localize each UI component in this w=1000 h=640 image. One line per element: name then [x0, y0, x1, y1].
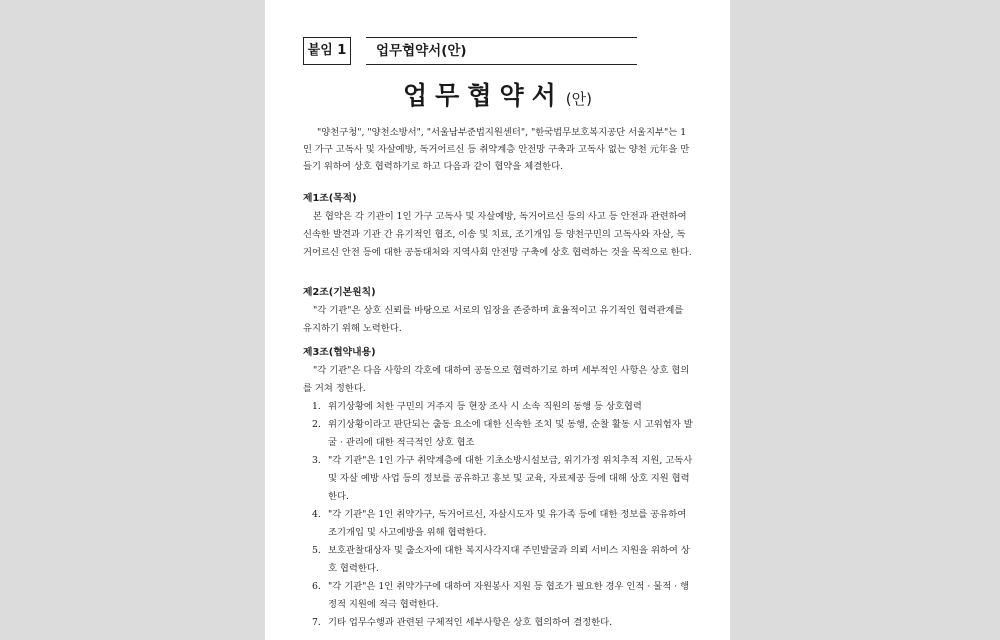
list-item	[303, 452, 693, 506]
item-number: 3.	[312, 455, 321, 466]
list-item	[303, 578, 693, 614]
item-text: 위기상황에 처한 구민의 거주지 등 현장 조사 시 소속 직원의 동행 등 상호협력	[328, 401, 642, 412]
doc-label-bar	[366, 37, 637, 65]
article-title: 제3조(협약내용)	[303, 347, 376, 358]
item-text: 보호관찰대상자 및 출소자에 대한 복지사각지대 주민발굴과 의뢰 서비스 지원을 위하여 상호 협력한다.	[328, 545, 690, 574]
article-title: 제2조(기본원칙)	[303, 287, 376, 298]
intro-paragraph: "양천구청", "양천소방서", "서울남부준법지원센터", "한국법무보호복지공단 서울지부"는 1인 가구 고독사 및 자살예방, 독거어르신 등 취약계층 안전망 구축과 고독사 없는 양천 元年을 만들기 위하여 상호 협력하기로 하고 다음과 같이 협약을 체결한다.	[303, 127, 690, 172]
item-text: 위기상황이라고 판단되는 출동 요소에 대한 신속한 조치 및 동행, 순찰 활동 시 고위험자 발굴 · 관리에 대한 적극적인 상호 협조	[328, 419, 693, 448]
attachment-badge: 붙임 1	[303, 37, 351, 65]
item-text: "각 기관"은 1인 가구 취약계층에 대한 기초소방시설보급, 위기가정 위치추적 지원, 고독사 및 자살 예방 사업 등의 정보를 공유하고 홍보 및 교육, 자료제공 등에 대해 상호 지원 협력한다.	[328, 455, 693, 502]
article-1	[303, 190, 693, 262]
list-item	[303, 506, 693, 542]
item-number: 1.	[312, 401, 321, 412]
list-item	[303, 614, 693, 632]
document-page	[265, 0, 730, 640]
list-item	[303, 416, 693, 452]
agreement-list	[303, 398, 693, 632]
item-number: 6.	[312, 581, 321, 592]
list-item	[303, 542, 693, 578]
item-text: "각 기관"은 1인 취약가구, 독거어르신, 자살시도자 및 유가족 등에 대한 정보를 공유하여 조기개입 및 사고예방을 위해 협력한다.	[328, 509, 687, 538]
article-body: "각 기관"은 다음 사항의 각호에 대하여 공동으로 협력하기로 하며 세부적인 사항은 상호 협의를 거쳐 정한다.	[303, 365, 690, 394]
item-number: 4.	[312, 509, 321, 520]
title-suffix: (안)	[565, 90, 592, 108]
item-number: 5.	[312, 545, 321, 556]
article-2	[303, 284, 693, 338]
list-item	[303, 398, 693, 416]
item-text: "각 기관"은 1인 취약가구에 대하여 자원봉사 지원 등 협조가 필요한 경우 인적 · 물적 · 행정적 지원에 적극 협력한다.	[328, 581, 690, 610]
page-title	[265, 76, 730, 112]
article-title: 제1조(목적)	[303, 193, 357, 204]
article-body: "각 기관"은 상호 신뢰를 바탕으로 서로의 입장을 존중하며 효율적이고 유기적인 협력관계를 유지하기 위해 노력한다.	[303, 305, 684, 334]
article-3	[303, 344, 693, 632]
doc-label: 업무협약서(안)	[376, 43, 467, 59]
item-number: 7.	[312, 617, 321, 628]
item-text: 기타 업무수행과 관련된 구체적인 세부사항은 상호 협의하여 결정한다.	[328, 617, 613, 628]
item-number: 2.	[312, 419, 321, 430]
title-main: 업무협약서	[403, 81, 564, 110]
article-body: 본 협약은 각 기관이 1인 가구 고독사 및 자살예방, 독거어르신 등의 사고 등 안전과 관련하여 신속한 발견과 기관 간 유기적인 협조, 이송 및 치료, 조기개입 등 양천구민의 고독사와 자살, 독거어르신 안전 등에 대한 공동대처와 지역사회 안전망 구축에 상호 협력하는 것을 목적으로 한다.	[303, 211, 692, 258]
